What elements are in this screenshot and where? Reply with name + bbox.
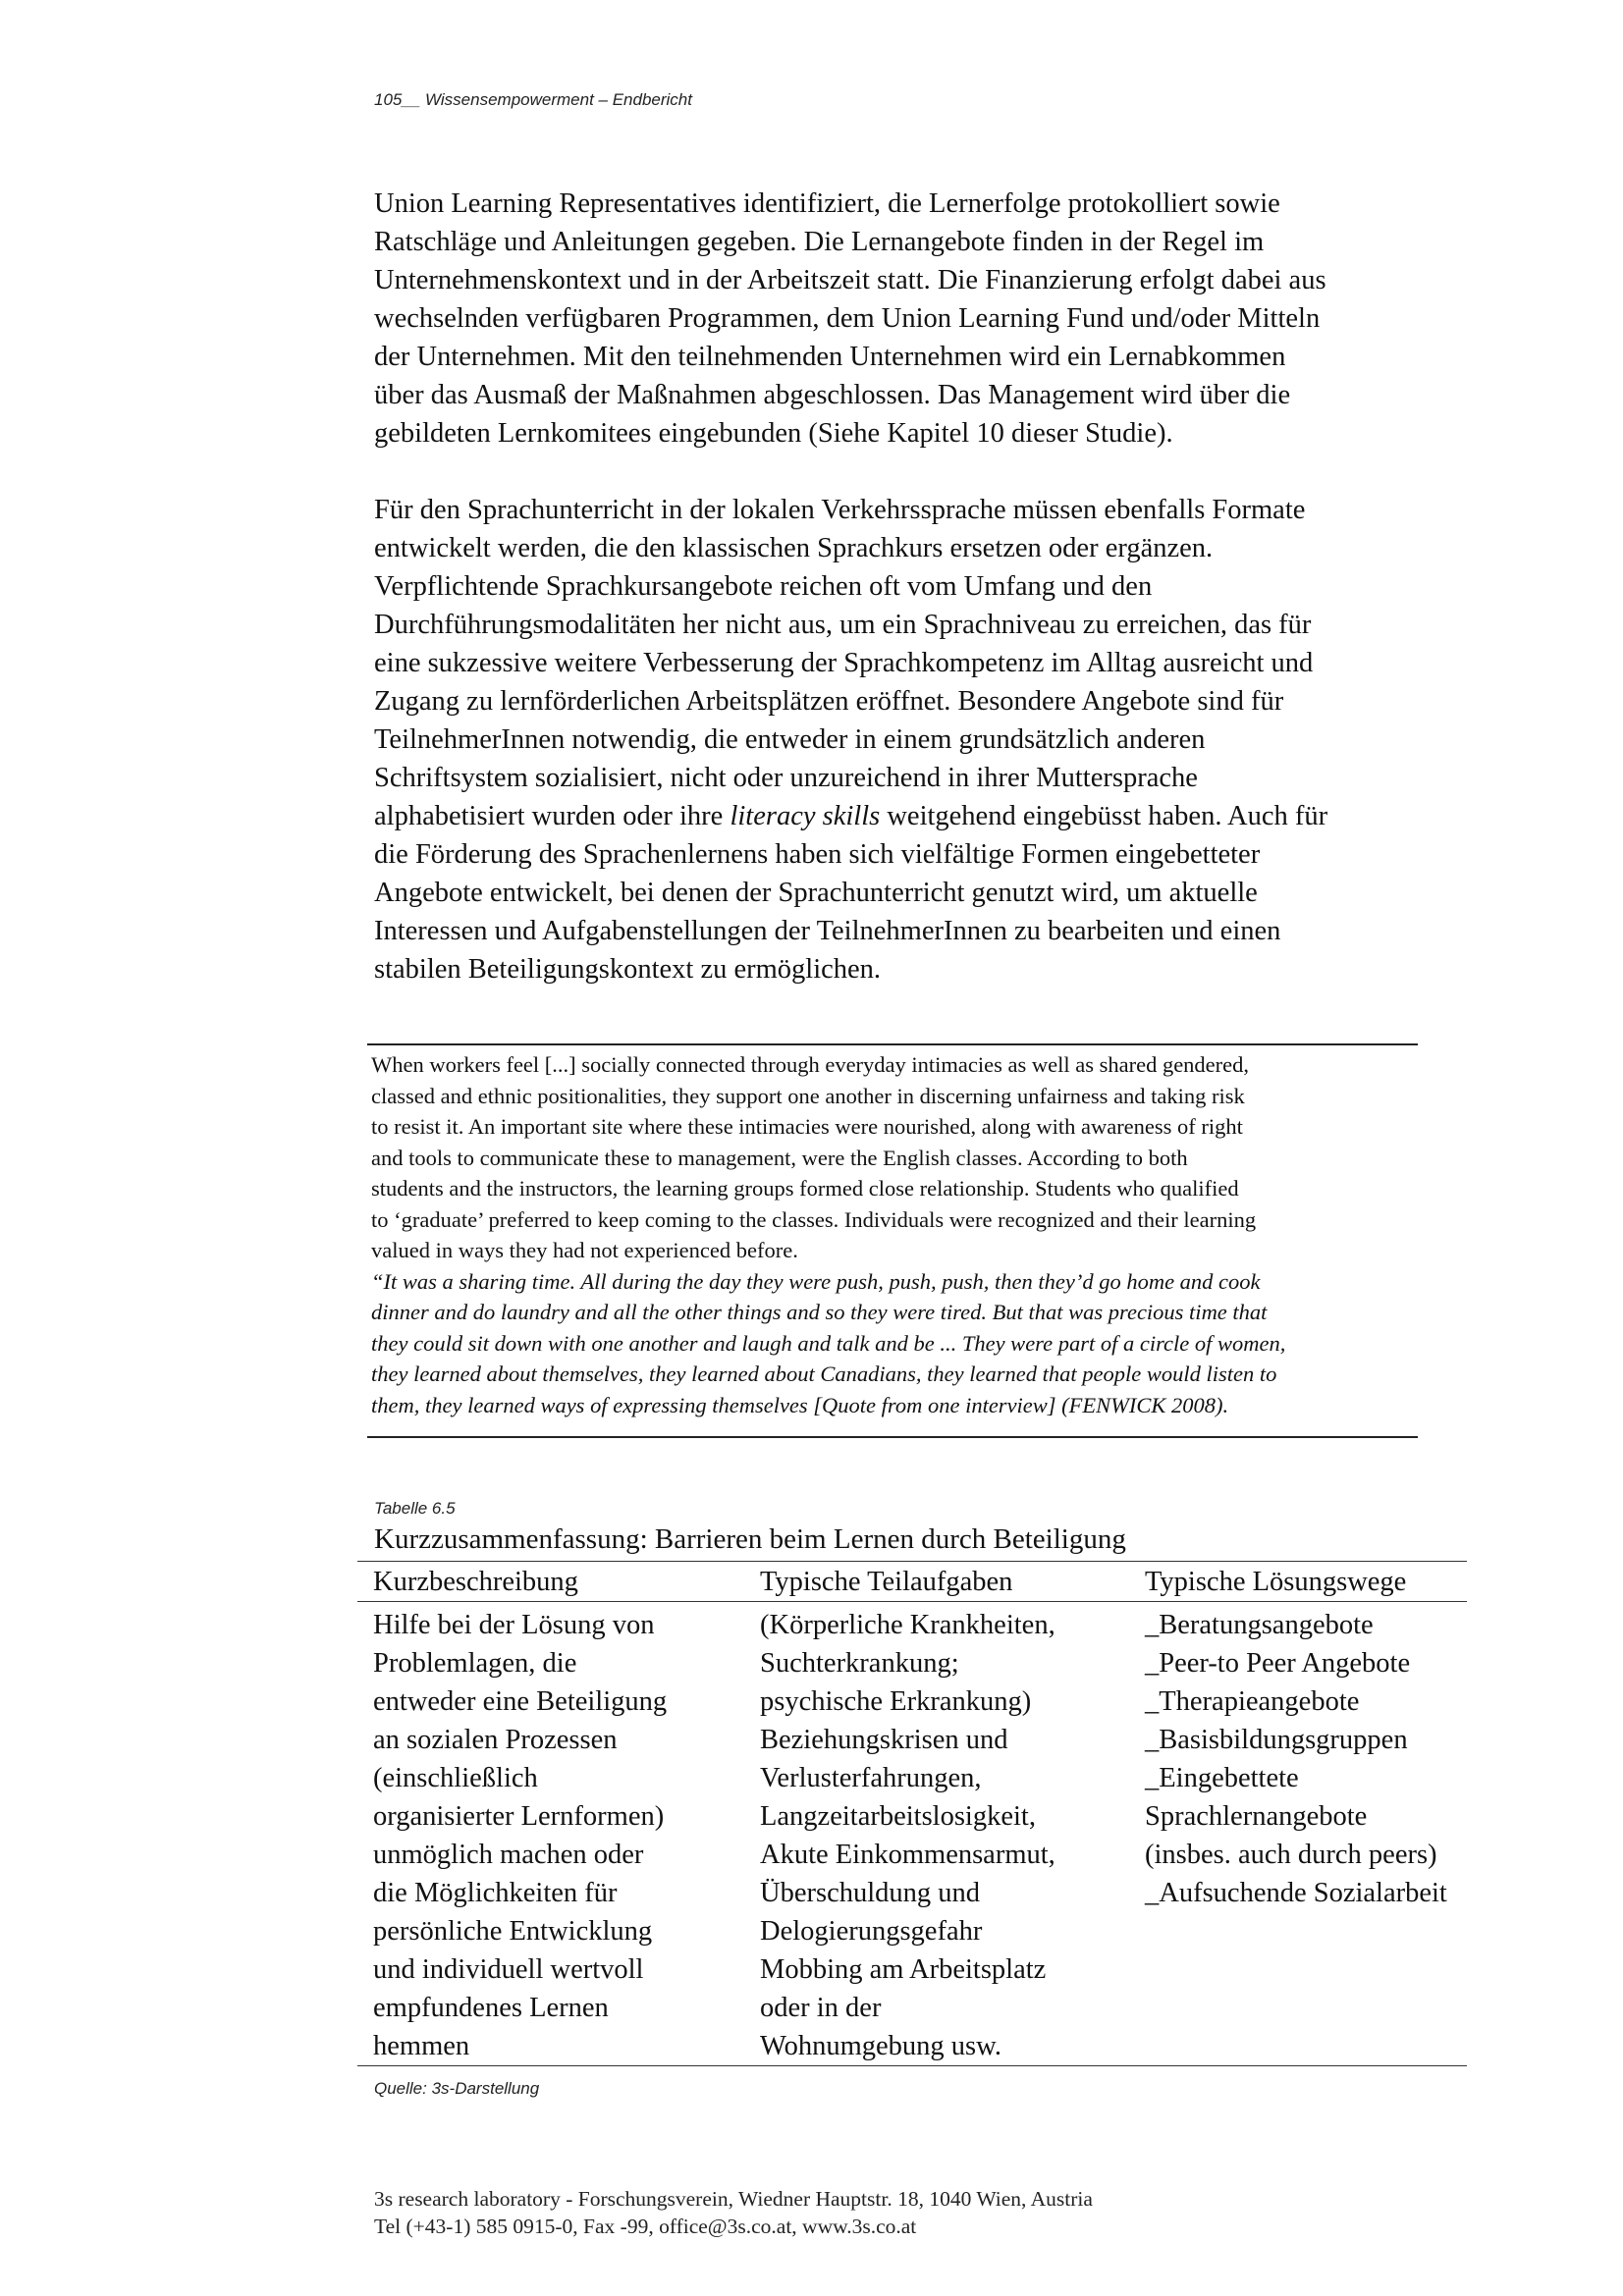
paragraph-2 (374, 491, 1474, 988)
cell-line: _Therapieangebote (1145, 1686, 1360, 1717)
table-title: Kurzzusammenfassung: Barrieren beim Lernen durch Beteiligung (374, 1523, 1126, 1555)
quote-italic-line: they learned about themselves, they learned about Canadians, they learned that people would listen to (371, 1362, 1277, 1386)
cell-line: empfundenes Lernen (373, 1993, 609, 2023)
column-header-loesungswege: Typische Lösungswege (1129, 1562, 1467, 1602)
cell-line: persönliche Entwicklung (373, 1916, 653, 1947)
paragraph-line: entwickelt werden, die den klassischen Sprachkurs ersetzen oder ergänzen. (374, 533, 1214, 563)
quote-line: to ‘graduate’ preferred to keep coming to the classes. Individuals were recognized and their learning (371, 1206, 1257, 1232)
paragraph-line: Zugang zu lernförderlichen Arbeitsplätzen eröffnet. Besondere Angebote sind für (374, 686, 1284, 717)
paragraph-line: Schriftsystem sozialisiert, nicht oder unzureichend in ihrer Muttersprache (374, 763, 1198, 793)
paragraph-line: die Förderung des Sprachenlernens haben sich vielfältige Formen eingebetteter (374, 839, 1261, 870)
cell-line: Sprachlernangebote (1145, 1801, 1368, 1832)
quote-line: students and the instructors, the learning groups formed close relationship. Students who qualified (371, 1176, 1239, 1201)
page-footer (374, 2185, 1093, 2240)
emphasis-literacy-skills: literacy skills (730, 801, 881, 831)
paragraph-line: gebildeten Lernkomitees eingebunden (Siehe Kapitel 10 dieser Studie). (374, 418, 1173, 449)
quote-italic-line: “It was a sharing time. All during the day they were push, push, push, then they’d go home and cook (371, 1268, 1261, 1294)
cell-line: Suchterkrankung; (760, 1648, 959, 1679)
quote-line: and tools to communicate these to management, were the English classes. According to both (371, 1145, 1188, 1170)
cell-line: Beziehungskrisen und (760, 1725, 1008, 1755)
paragraph-line: Angebote entwickelt, bei denen der Sprachunterricht genutzt wird, um aktuelle (374, 878, 1258, 908)
paragraph-line: TeilnehmerInnen notwendig, die entweder in einem grundsätzlich anderen (374, 724, 1206, 755)
cell-line: (insbes. auch durch peers) (1145, 1840, 1437, 1870)
cell-line: Wohnumgebung usw. (760, 2031, 1002, 2061)
quote-line: to resist it. An important site where these intimacies were nourished, along with awareness of right (371, 1114, 1243, 1139)
paragraph-line-with-emphasis (374, 797, 1474, 835)
cell-line: die Möglichkeiten für (373, 1878, 618, 1908)
quote-italic-line: dinner and do laundry and all the other things and so they were tired. But that was precious time that (371, 1300, 1268, 1324)
cell-line: _Aufsuchende Sozialarbeit (1145, 1878, 1447, 1908)
cell-line: _Beratungsangebote (1145, 1610, 1374, 1640)
paragraph-line: Für den Sprachunterricht in der lokalen Verkehrssprache müssen ebenfalls Formate (374, 495, 1306, 525)
cell-line: Hilfe bei der Lösung von (373, 1610, 655, 1640)
cell-line: unmöglich machen oder (373, 1840, 644, 1870)
paragraph-line: Interessen und Aufgabenstellungen der TeilnehmerInnen zu bearbeiten und einen (374, 916, 1281, 946)
table-source: Quelle: 3s-Darstellung (374, 2079, 540, 2098)
cell-line: Mobbing am Arbeitsplatz (760, 1954, 1047, 1985)
paragraph-line: stabilen Beteiligungskontext zu ermöglichen. (374, 954, 882, 985)
quote-line: When workers feel [...] socially connected through everyday intimacies as well as shared gendered, (371, 1052, 1250, 1077)
cell-line: Langzeitarbeitslosigkeit, (760, 1801, 1036, 1832)
footer-contact: Tel (+43-1) 585 0915-0, Fax -99, office@3s.co.at, www.3s.co.at (374, 2215, 917, 2238)
cell-line: _Basisbildungsgruppen (1145, 1725, 1408, 1755)
table-row (357, 1602, 1467, 2066)
paragraph-line: Ratschläge und Anleitungen gegeben. Die Lernangebote finden in der Regel im (374, 227, 1265, 257)
cell-line: _Eingebettete (1145, 1763, 1299, 1793)
quote-line: classed and ethnic positionalities, they support one another in discerning unfairness and taking risk (371, 1083, 1245, 1108)
table-cell-tasks (744, 1602, 1129, 2066)
cell-line: Problemlagen, die (373, 1648, 577, 1679)
cell-line: psychische Erkrankung) (760, 1686, 1032, 1717)
paragraph-line: wechselnden verfügbaren Programmen, dem Union Learning Fund und/oder Mitteln (374, 303, 1321, 334)
paragraph-line: Unternehmenskontext und in der Arbeitszeit statt. Die Finanzierung erfolgt dabei aus (374, 265, 1326, 295)
paragraph-line: Durchführungsmodalitäten her nicht aus, um ein Sprachniveau zu erreichen, das für (374, 610, 1312, 640)
cell-line: Akute Einkommensarmut, (760, 1840, 1055, 1870)
table-cell-description (357, 1602, 744, 2066)
cell-line: Überschuldung und (760, 1878, 981, 1908)
paragraph-line: über das Ausmaß der Maßnahmen abgeschlossen. Das Management wird über die (374, 380, 1291, 410)
summary-table (357, 1561, 1467, 2066)
quote-italic-line: them, they learned ways of expressing themselves [Quote from one interview] (FENWICK 2008). (371, 1392, 1229, 1417)
table-label: Tabelle 6.5 (374, 1499, 456, 1518)
paragraph-line: eine sukzessive weitere Verbesserung der Sprachkompetenz im Alltag ausreicht und (374, 648, 1314, 678)
cell-line: und individuell wertvoll (373, 1954, 644, 1985)
page-header: 105__ Wissensempowerment – Endbericht (374, 90, 692, 109)
cell-line: (einschließlich (373, 1763, 538, 1793)
text-segment: weitgehend eingebüsst haben. Auch für (880, 801, 1328, 831)
cell-line: Delogierungsgefahr (760, 1916, 983, 1947)
cell-line: Verlusterfahrungen, (760, 1763, 982, 1793)
cell-line: organisierter Lernformen) (373, 1801, 665, 1832)
quote-line: valued in ways they had not experienced before. (371, 1238, 798, 1262)
table-header-row (357, 1562, 1467, 1602)
paragraph-line: der Unternehmen. Mit den teilnehmenden Unternehmen wird ein Lernabkommen (374, 342, 1286, 372)
cell-line: _Peer-to Peer Angebote (1145, 1648, 1411, 1679)
quote-box (367, 1043, 1418, 1438)
paragraph-1 (374, 185, 1474, 453)
column-header-teilaufgaben: Typische Teilaufgaben (744, 1562, 1129, 1602)
paragraph-line: Union Learning Representatives identifiziert, die Lernerfolge protokolliert sowie (374, 188, 1280, 219)
table-cell-solutions (1129, 1602, 1467, 2066)
paragraph-line: Verpflichtende Sprachkursangebote reichen oft vom Umfang und den (374, 571, 1153, 602)
cell-line: entweder eine Beteiligung (373, 1686, 668, 1717)
footer-address: 3s research laboratory - Forschungsverein, Wiedner Hauptstr. 18, 1040 Wien, Austria (374, 2187, 1093, 2211)
cell-line: oder in der (760, 1993, 882, 2023)
column-header-kurzbeschreibung: Kurzbeschreibung (357, 1562, 744, 1602)
cell-line: hemmen (373, 2031, 470, 2061)
quote-italic-line: they could sit down with one another and laugh and talk and be ... They were part of a circle of women, (371, 1330, 1286, 1356)
cell-line: an sozialen Prozessen (373, 1725, 618, 1755)
cell-line: (Körperliche Krankheiten, (760, 1610, 1055, 1640)
text-segment: alphabetisiert wurden oder ihre (374, 801, 730, 831)
